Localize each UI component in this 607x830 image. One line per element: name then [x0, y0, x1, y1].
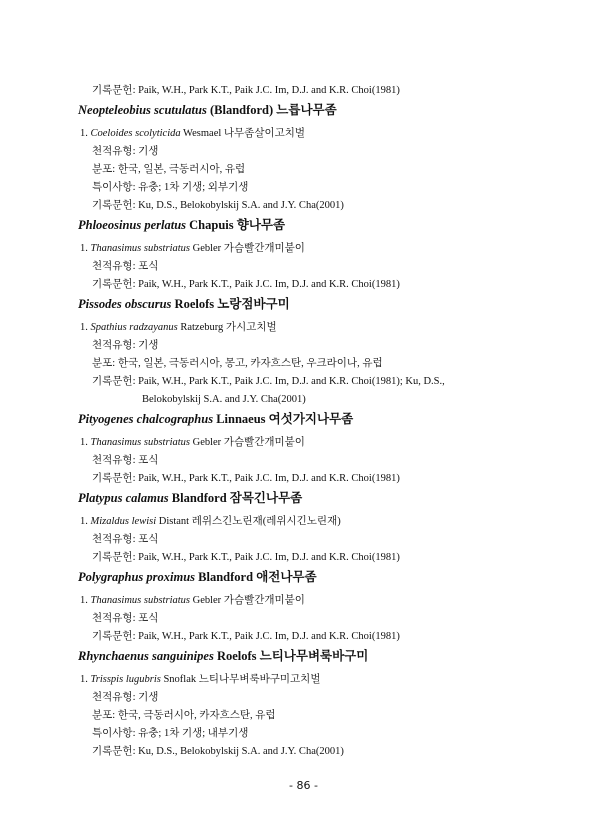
- detail-line: 천적유형: 포식: [92, 613, 159, 624]
- detail-line: 분포: 한국, 일본, 극동러시아, 몽고, 카자흐스탄, 우크라이나, 유럽: [92, 358, 383, 369]
- enemy-author-korean-name: Wesmael 나무좀살이고치벌: [180, 128, 306, 139]
- detail-line: 천적유형: 기생: [92, 692, 159, 703]
- detail-line: 기록문헌: Paik, W.H., Park K.T., Paik J.C. Im, D.J. and K.R. Choi(1981): [92, 631, 400, 642]
- detail-line: 분포: 한국, 극동러시아, 카자흐스탄, 유럽: [92, 710, 276, 721]
- enemy-scientific-name: Thanasimus substriatus: [90, 437, 190, 448]
- detail-line: 특이사항: 유충; 1차 기생; 내부기생: [92, 728, 249, 739]
- detail-line: 기록문헌: Ku, D.S., Belokobylskij S.A. and J.Y. Cha(2001): [92, 746, 344, 757]
- entry-number: 1.: [80, 128, 91, 139]
- detail-line: 기록문헌: Paik, W.H., Park K.T., Paik J.C. Im, D.J. and K.R. Choi(1981): [92, 473, 400, 484]
- detail-line: 기록문헌: Paik, W.H., Park K.T., Paik J.C. Im, D.J. and K.R. Choi(1981); Ku, D.S.,: [92, 376, 445, 387]
- species-heading: [78, 297, 290, 311]
- entry-number: 1.: [80, 595, 91, 606]
- enemy-author-korean-name: Distant 레위스긴노린재(레위시긴노린재): [156, 516, 341, 527]
- natural-enemy-entry: [80, 594, 305, 608]
- species-author: Roelofs: [171, 297, 218, 311]
- species-heading: [78, 491, 302, 505]
- species-scientific-name: Pissodes obscurus: [78, 297, 172, 311]
- page-number: - 86 -: [289, 779, 318, 792]
- species-korean-name: 느릅나무좀: [276, 103, 337, 117]
- detail-line: 천적유형: 기생: [92, 146, 159, 157]
- natural-enemy-entry: [80, 673, 320, 687]
- species-korean-name: 애전나무좀: [256, 570, 317, 584]
- detail-line: 천적유형: 포식: [92, 261, 159, 272]
- natural-enemy-entry: [80, 321, 277, 335]
- detail-line: 천적유형: 포식: [92, 455, 159, 466]
- species-heading: [78, 218, 285, 232]
- enemy-author-korean-name: Gebler 가슴빨간개미붙이: [189, 437, 305, 448]
- detail-line: 천적유형: 기생: [92, 340, 159, 351]
- detail-line: 기록문헌: Paik, W.H., Park K.T., Paik J.C. Im, D.J. and K.R. Choi(1981): [92, 552, 400, 563]
- species-scientific-name: Rhynchaenus sanguinipes: [78, 649, 214, 663]
- species-korean-name: 향나무좀: [236, 218, 286, 232]
- enemy-author-korean-name: Gebler 가슴빨간개미붙이: [189, 595, 305, 606]
- reference-line: 기록문헌: Paik, W.H., Park K.T., Paik J.C. Im, D.J. and K.R. Choi(1981): [92, 85, 400, 96]
- species-scientific-name: Platypus calamus: [78, 491, 169, 505]
- natural-enemy-entry: [80, 242, 305, 256]
- natural-enemy-entry: [80, 127, 305, 141]
- species-korean-name: 노랑점바구미: [217, 297, 290, 311]
- entry-number: 1.: [80, 243, 91, 254]
- natural-enemy-entry: [80, 436, 305, 450]
- species-korean-name: 여섯가지나무좀: [268, 412, 354, 426]
- enemy-scientific-name: Mizaldus lewisi: [90, 516, 157, 527]
- enemy-author-korean-name: Gebler 가슴빨간개미붙이: [189, 243, 305, 254]
- enemy-author-korean-name: Ratzeburg 가시고치벌: [177, 322, 277, 333]
- entry-number: 1.: [80, 516, 91, 527]
- detail-line: Belokobylskij S.A. and J.Y. Cha(2001): [142, 394, 306, 405]
- enemy-scientific-name: Spathius radzayanus: [90, 322, 178, 333]
- enemy-scientific-name: Thanasimus substriatus: [90, 595, 190, 606]
- species-scientific-name: Phloeosinus perlatus: [78, 218, 187, 232]
- entry-number: 1.: [80, 322, 91, 333]
- species-heading: [78, 570, 317, 584]
- natural-enemy-entry: [80, 515, 341, 529]
- enemy-author-korean-name: Snoflak 느티나무벼룩바구미고치벌: [160, 674, 321, 685]
- species-heading: [78, 649, 368, 663]
- species-korean-name: 느티나무벼룩바구미: [259, 649, 369, 663]
- species-author: Blandford: [168, 491, 230, 505]
- enemy-scientific-name: Coeloides scolyticida: [90, 128, 181, 139]
- species-author: Blandford: [195, 570, 257, 584]
- detail-line: 천적유형: 포식: [92, 534, 159, 545]
- species-author: Linnaeus: [213, 412, 269, 426]
- enemy-scientific-name: Thanasimus substriatus: [90, 243, 190, 254]
- detail-line: 기록문헌: Ku, D.S., Belokobylskij S.A. and J.Y. Cha(2001): [92, 200, 344, 211]
- species-author: Chapuis: [186, 218, 237, 232]
- species-author: Roelofs: [213, 649, 260, 663]
- species-heading: [78, 412, 353, 426]
- species-scientific-name: Polygraphus proximus: [78, 570, 196, 584]
- species-author: (Blandford): [206, 103, 277, 117]
- species-scientific-name: Pityogenes chalcographus: [78, 412, 214, 426]
- entry-number: 1.: [80, 437, 91, 448]
- detail-line: 기록문헌: Paik, W.H., Park K.T., Paik J.C. Im, D.J. and K.R. Choi(1981): [92, 279, 400, 290]
- detail-line: 분포: 한국, 일본, 극동러시아, 유럽: [92, 164, 246, 175]
- species-scientific-name: Neopteleobius scutulatus: [78, 103, 207, 117]
- entry-number: 1.: [80, 674, 91, 685]
- species-korean-name: 잠목긴나무좀: [229, 491, 303, 505]
- enemy-scientific-name: Trisspis lugubris: [90, 674, 161, 685]
- detail-line: 특이사항: 유충; 1차 기생; 외부기생: [92, 182, 249, 193]
- species-heading: [78, 103, 337, 117]
